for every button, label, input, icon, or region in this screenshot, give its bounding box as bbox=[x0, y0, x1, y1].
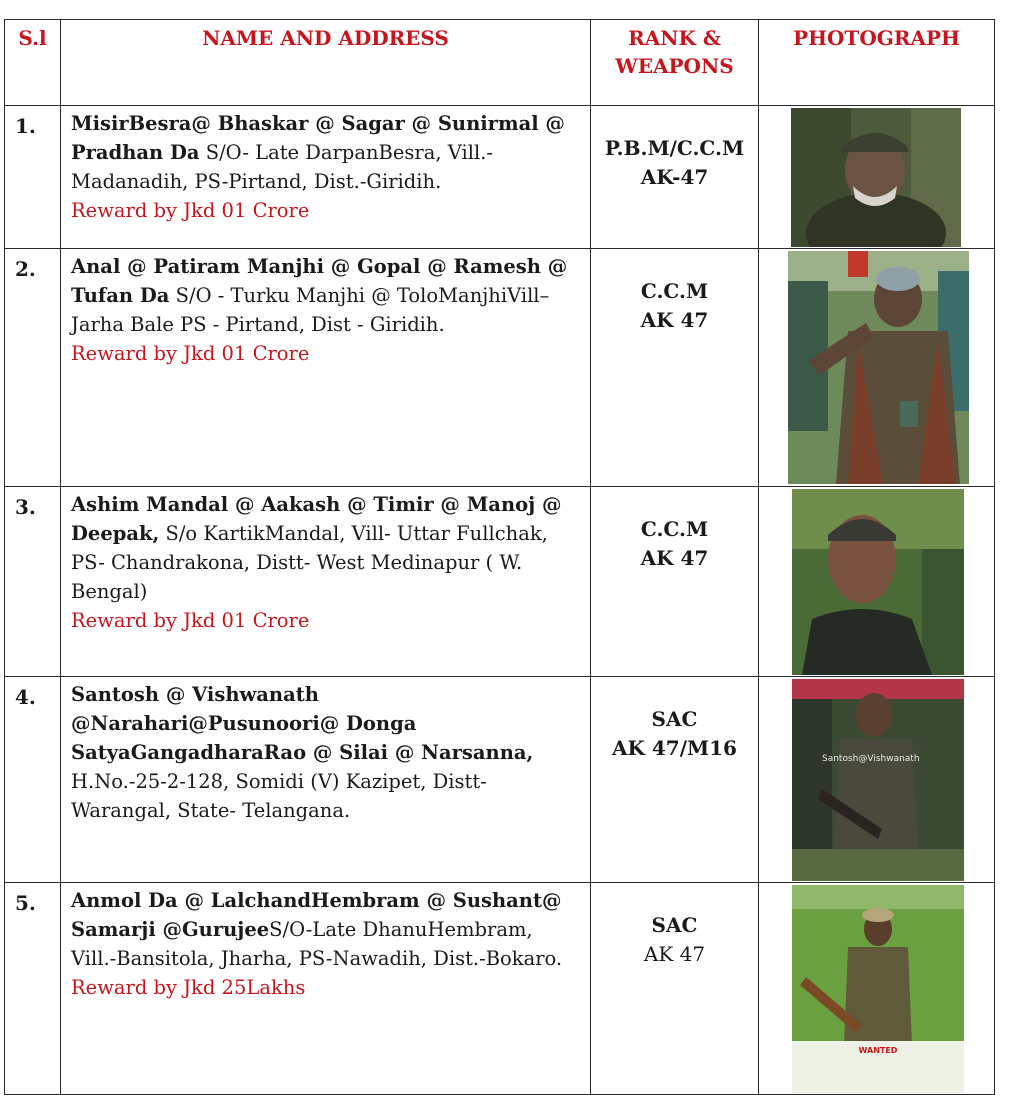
row-rank-title: C.C.M bbox=[640, 517, 709, 541]
row-name: Santosh @ Vishwanath @Narahari@Pusunoori@ Donga SatyaGangadharaRao @ Silai @ Narsanna, bbox=[71, 683, 534, 764]
row-weapon: AK 47 bbox=[640, 546, 709, 570]
row-name-address bbox=[61, 487, 591, 677]
table-row bbox=[5, 249, 995, 487]
row-photo-cell bbox=[759, 677, 995, 883]
header-rank-weapons bbox=[591, 20, 759, 106]
row-photo-cell bbox=[759, 249, 995, 487]
table-row bbox=[5, 106, 995, 249]
row-address: S/O - Turku Manjhi @ ToloManjhiVill–Jarha Bale PS - Pirtand, Dist - Giridih. bbox=[71, 284, 550, 336]
table-row bbox=[5, 677, 995, 883]
row-sl: 5. bbox=[5, 883, 61, 1095]
row-rank-title: P.B.M/C.C.M bbox=[604, 136, 745, 160]
suspect-photo bbox=[791, 108, 961, 247]
row-sl: 1. bbox=[5, 106, 61, 249]
table-row bbox=[5, 883, 995, 1095]
row-photo-cell bbox=[759, 883, 995, 1095]
row-name: Ashim Mandal @ Aakash @ Timir @ Manoj @ Deepak, bbox=[71, 493, 562, 545]
header-rank-line2: WEAPONS bbox=[615, 54, 734, 78]
suspect-photo bbox=[788, 251, 969, 484]
row-photo-cell bbox=[759, 106, 995, 249]
row-name-address bbox=[61, 677, 591, 883]
row-sl: 2. bbox=[5, 249, 61, 487]
row-sl: 4. bbox=[5, 677, 61, 883]
row-reward: Reward by Jkd 01 Crore bbox=[71, 199, 310, 222]
header-photograph: PHOTOGRAPH bbox=[759, 20, 995, 106]
row-name-address bbox=[61, 249, 591, 487]
table-row bbox=[5, 487, 995, 677]
row-name-address bbox=[61, 106, 591, 249]
row-rank bbox=[591, 883, 759, 1095]
row-address: S/o KartikMandal, Vill- Uttar Fullchak, PS- Chandrakona, Distt- West Medinapur ( W. Bengal) bbox=[71, 522, 548, 603]
row-weapon: AK 47 bbox=[640, 308, 709, 332]
row-rank-title: SAC bbox=[651, 913, 698, 937]
suspect-photo bbox=[792, 489, 964, 675]
row-rank bbox=[591, 677, 759, 883]
header-sl: S.l bbox=[5, 20, 61, 106]
row-name-address bbox=[61, 883, 591, 1095]
row-rank-title: SAC bbox=[651, 707, 698, 731]
row-reward: Reward by Jkd 01 Crore bbox=[71, 342, 310, 365]
row-sl: 3. bbox=[5, 487, 61, 677]
row-address: S/O- Late DarpanBesra, Vill.-Madanadih, PS-Pirtand, Dist.-Giridih. bbox=[71, 141, 494, 193]
header-name-address: NAME AND ADDRESS bbox=[61, 20, 591, 106]
row-address: H.No.-25-2-128, Somidi (V) Kazipet, Distt- Warangal, State- Telangana. bbox=[71, 770, 487, 822]
row-reward: Reward by Jkd 25Lakhs bbox=[71, 976, 306, 999]
row-reward: Reward by Jkd 01 Crore bbox=[71, 609, 310, 632]
suspect-photo bbox=[792, 885, 964, 1093]
row-address: S/O-Late DhanuHembram, Vill.-Bansitola, Jharha, PS-Nawadih, Dist.-Bokaro. bbox=[71, 918, 563, 970]
row-rank bbox=[591, 106, 759, 249]
row-weapon: AK-47 bbox=[640, 165, 709, 189]
row-name: MisirBesra@ Bhaskar @ Sagar @ Sunirmal @ Pradhan Da bbox=[71, 112, 565, 164]
row-rank-title: C.C.M bbox=[640, 279, 709, 303]
row-photo-cell bbox=[759, 487, 995, 677]
header-rank-line1: RANK & bbox=[628, 26, 721, 50]
photo-caption: WANTED bbox=[858, 1046, 898, 1055]
photo-caption: Santosh@Vishwanath bbox=[822, 754, 920, 764]
row-rank bbox=[591, 487, 759, 677]
row-rank bbox=[591, 249, 759, 487]
row-name: Anal @ Patiram Manjhi @ Gopal @ Ramesh @ Tufan Da bbox=[71, 255, 568, 307]
row-name: Anmol Da @ LalchandHembram @ Sushant@ Samarji @Gurujee bbox=[71, 889, 562, 941]
wanted-list-table bbox=[4, 19, 995, 1095]
row-weapon: AK 47/M16 bbox=[612, 736, 737, 760]
row-weapon: AK 47 bbox=[643, 942, 706, 966]
suspect-photo bbox=[792, 679, 964, 881]
table-header-row bbox=[5, 20, 995, 106]
